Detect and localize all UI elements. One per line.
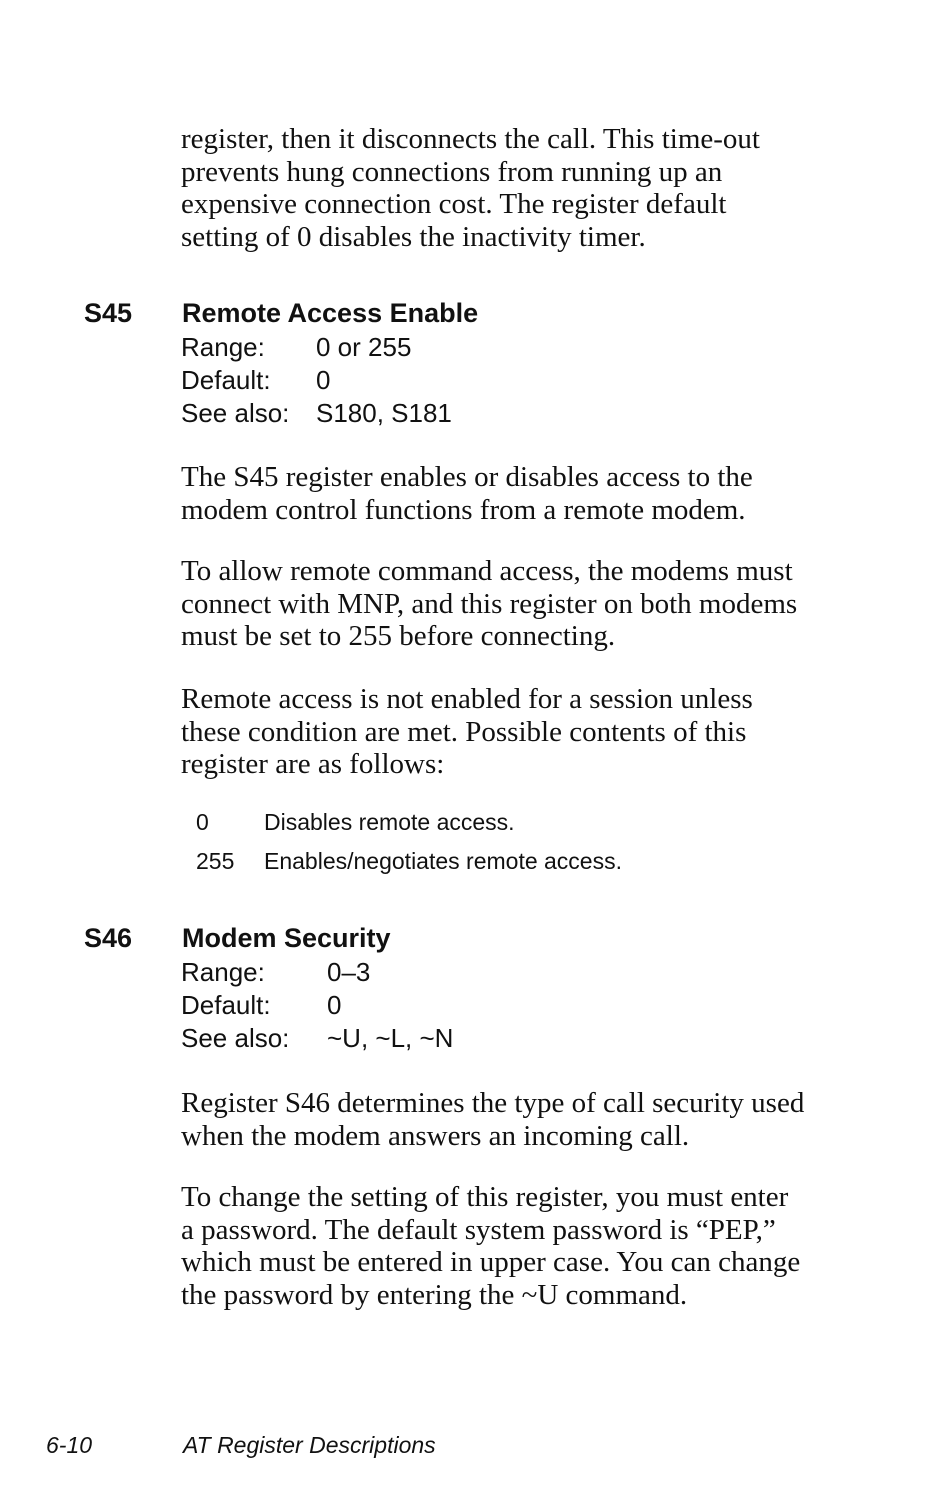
- see-also-label: See also:: [181, 1023, 290, 1053]
- range-value: 0–3: [327, 957, 371, 987]
- text-line: expensive connection cost. The register default: [181, 188, 727, 220]
- register-title-s46: Modem Security: [182, 923, 391, 953]
- text-line: which must be entered in upper case. You can change: [181, 1246, 801, 1278]
- text-line: register are as follows:: [181, 748, 445, 780]
- text-line: Register S46 determines the type of call security used: [181, 1087, 805, 1119]
- intro-paragraph: [181, 123, 821, 253]
- value-description: Enables/negotiates remote access.: [264, 848, 622, 874]
- text-line: connect with MNP, and this register on both modems: [181, 587, 798, 620]
- register-meta-s45: [181, 331, 452, 430]
- see-also-value: S180, S181: [316, 398, 452, 428]
- register-number-s46: S46: [84, 923, 133, 953]
- register-number-s45: S45: [84, 298, 133, 328]
- s45-paragraph-1: [181, 461, 821, 526]
- text-line: register, then it disconnects the call. This time-out: [181, 123, 760, 155]
- default-label: Default:: [181, 365, 271, 395]
- default-value: 0: [316, 365, 331, 395]
- s46-paragraph-2: [181, 1181, 821, 1311]
- default-label: Default:: [181, 990, 271, 1020]
- s45-paragraph-2: [181, 555, 821, 653]
- footer-section-title: AT Register Descriptions: [183, 1432, 436, 1458]
- see-also-value: ~U, ~L, ~N: [327, 1023, 454, 1053]
- see-also-label: See also:: [181, 398, 290, 428]
- register-title-s45: Remote Access Enable: [182, 298, 479, 328]
- text-line: when the modem answers an incoming call.: [181, 1119, 690, 1152]
- text-line: must be set to 255 before connecting.: [181, 620, 616, 652]
- range-row: [181, 331, 452, 364]
- page-number: 6-10: [46, 1432, 93, 1458]
- text-line: these condition are met. Possible contents of this: [181, 715, 747, 748]
- see-also-row: [181, 397, 452, 430]
- text-line: setting of 0 disables the inactivity timer.: [181, 220, 646, 253]
- text-line: the password by entering the ~U command.: [181, 1278, 688, 1311]
- default-value: 0: [327, 990, 342, 1020]
- list-item: [196, 842, 622, 881]
- default-row: [181, 989, 453, 1022]
- text-line: To change the setting of this register, you must enter: [181, 1181, 789, 1213]
- text-line: The S45 register enables or disables access to the: [181, 461, 753, 493]
- range-row: [181, 956, 453, 989]
- register-meta-s46: [181, 956, 453, 1055]
- range-label: Range:: [181, 957, 265, 987]
- value-description: Disables remote access.: [264, 809, 515, 835]
- s46-paragraph-1: [181, 1087, 821, 1152]
- text-line: prevents hung connections from running up an: [181, 155, 723, 188]
- value-code: 255: [196, 848, 235, 874]
- list-item: [196, 803, 622, 842]
- text-line: Remote access is not enabled for a session unless: [181, 683, 753, 715]
- text-line: To allow remote command access, the modems must: [181, 555, 793, 587]
- s45-paragraph-3: [181, 683, 821, 781]
- text-line: a password. The default system password is “PEP,”: [181, 1213, 776, 1246]
- default-row: [181, 364, 452, 397]
- text-line: modem control functions from a remote modem.: [181, 493, 746, 526]
- range-label: Range:: [181, 332, 265, 362]
- see-also-row: [181, 1022, 453, 1055]
- value-code: 0: [196, 809, 209, 835]
- s45-values-list: [196, 803, 622, 881]
- range-value: 0 or 255: [316, 332, 412, 362]
